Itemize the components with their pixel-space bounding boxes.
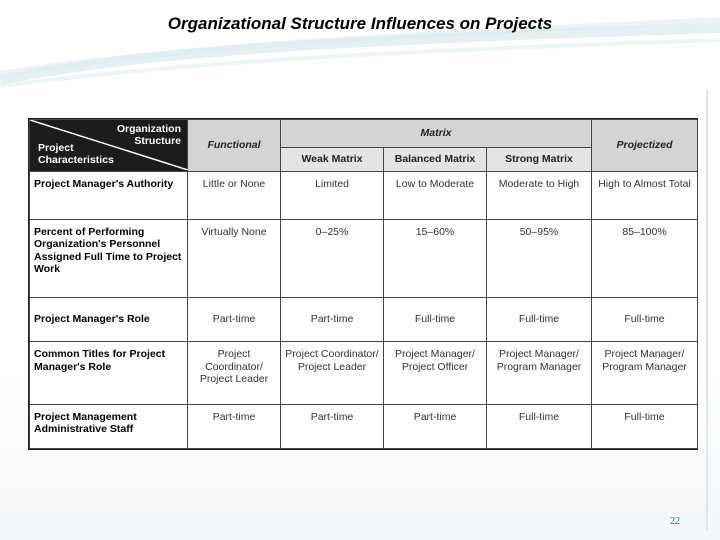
header-matrix: Matrix bbox=[281, 120, 592, 148]
table-row bbox=[30, 404, 698, 448]
cell-authority-weak: Limited bbox=[281, 172, 384, 219]
comparison-grid bbox=[29, 119, 698, 449]
cell-role-weak: Part-time bbox=[281, 298, 384, 342]
cell-staff-weak: Part-time bbox=[281, 404, 384, 448]
cell-staff-strong: Full-time bbox=[487, 404, 592, 448]
slide-title: Organizational Structure Influences on Projects bbox=[167, 14, 553, 33]
cell-authority-strong: Moderate to High bbox=[487, 172, 592, 219]
header-weak-matrix: Weak Matrix bbox=[281, 148, 384, 172]
right-rule bbox=[706, 90, 708, 530]
cell-personnel-balanced: 15–60% bbox=[384, 219, 487, 297]
cell-role-projectized: Full-time bbox=[592, 298, 698, 342]
table-row bbox=[30, 342, 698, 404]
cell-role-balanced: Full-time bbox=[384, 298, 487, 342]
cell-authority-projectized: High to Almost Total bbox=[592, 172, 698, 219]
row-label-authority: Project Manager's Authority bbox=[30, 172, 188, 219]
organization-structure-label: Organization Structure bbox=[116, 123, 181, 147]
cell-titles-strong: Project Manager/ Program Manager bbox=[487, 342, 592, 404]
table-row bbox=[30, 172, 698, 219]
row-label-admin-staff: Project Management Administrative Staff bbox=[30, 404, 188, 448]
row-label-personnel: Percent of Performing Organization's Personnel Assigned Full Time to Project Work bbox=[30, 219, 188, 297]
header-projectized: Projectized bbox=[592, 120, 698, 172]
row-label-titles: Common Titles for Project Manager's Role bbox=[30, 342, 188, 404]
cell-personnel-projectized: 85–100% bbox=[592, 219, 698, 297]
cell-staff-balanced: Part-time bbox=[384, 404, 487, 448]
row-label-pm-role: Project Manager's Role bbox=[30, 298, 188, 342]
cell-staff-functional: Part-time bbox=[188, 404, 281, 448]
cell-titles-functional: Project Coordinator/ Project Leader bbox=[188, 342, 281, 404]
table-row bbox=[30, 298, 698, 342]
cell-titles-balanced: Project Manager/ Project Officer bbox=[384, 342, 487, 404]
header-balanced-matrix: Balanced Matrix bbox=[384, 148, 487, 172]
table-row bbox=[30, 219, 698, 297]
cell-personnel-strong: 50–95% bbox=[487, 219, 592, 297]
header-strong-matrix: Strong Matrix bbox=[487, 148, 592, 172]
cell-personnel-functional: Virtually None bbox=[188, 219, 281, 297]
cell-authority-balanced: Low to Moderate bbox=[384, 172, 487, 219]
cell-authority-functional: Little or None bbox=[188, 172, 281, 219]
cell-role-functional: Part-time bbox=[188, 298, 281, 342]
cell-staff-projectized: Full-time bbox=[592, 404, 698, 448]
cell-titles-weak: Project Coordinator/ Project Leader bbox=[281, 342, 384, 404]
cell-role-strong: Full-time bbox=[487, 298, 592, 342]
cell-titles-projectized: Project Manager/ Program Manager bbox=[592, 342, 698, 404]
project-characteristics-label: Project Characteristics bbox=[38, 142, 114, 166]
header-functional: Functional bbox=[188, 120, 281, 172]
page-number: 22 bbox=[670, 516, 680, 527]
table-corner-header bbox=[30, 120, 188, 172]
structure-table bbox=[28, 118, 698, 450]
cell-personnel-weak: 0–25% bbox=[281, 219, 384, 297]
